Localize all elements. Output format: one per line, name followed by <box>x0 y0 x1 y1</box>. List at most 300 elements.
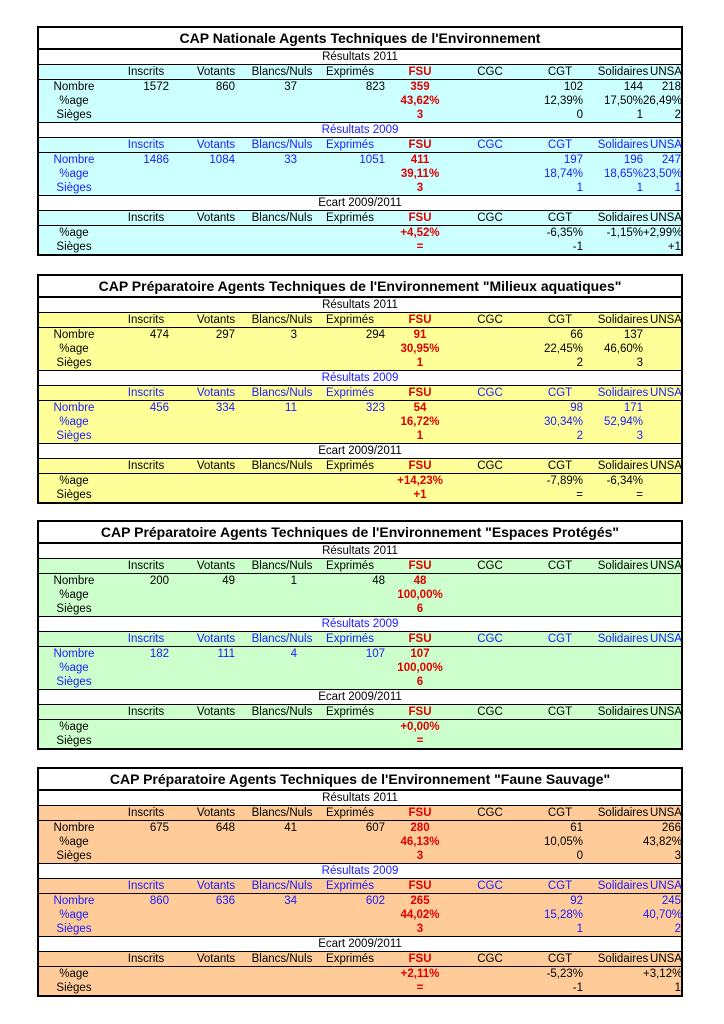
column-header-uns: UNSA <box>650 139 682 151</box>
data-row-sieges <box>39 356 681 371</box>
column-header-cgc: CGC <box>477 807 503 819</box>
row-label-sieges: Sièges <box>56 603 92 615</box>
column-header-ins: Inscrits <box>127 314 165 326</box>
value-uns <box>643 401 681 415</box>
row-label-pct: %age <box>59 475 89 487</box>
column-header-cgt: CGT <box>547 706 573 718</box>
value-fsu: 280 <box>410 822 430 834</box>
value-uns: 2 <box>674 923 681 935</box>
row-label-nombre: Nombre <box>53 648 95 660</box>
value-vot: 49 <box>222 575 235 587</box>
column-header-cgt: CGT <box>547 139 573 151</box>
column-header-fsu: FSU <box>408 460 432 472</box>
value-fsu: 30,95% <box>400 343 440 355</box>
column-header-exp: Exprimés <box>326 66 374 78</box>
column-header-vot: Votants <box>196 880 236 892</box>
value-sol <box>595 849 643 863</box>
column-header-row <box>39 559 681 574</box>
column-header-cgc: CGC <box>477 953 503 965</box>
data-row-pct <box>39 226 681 240</box>
column-header-cgc: CGC <box>477 212 503 224</box>
column-header-cgc: CGC <box>477 66 503 78</box>
value-bla: 1 <box>290 575 297 587</box>
row-label-pct: %age <box>59 95 89 107</box>
cap-table-title: CAP Préparatoire Agents Techniques de l'Environnement "Espaces Protégés" <box>39 522 681 544</box>
column-header-fsu: FSU <box>408 953 432 965</box>
data-row-pct <box>39 720 681 734</box>
column-header-cgc: CGC <box>477 880 503 892</box>
value-fsu: 107 <box>410 648 430 660</box>
value-sol: = <box>636 489 643 501</box>
value-fsu: = <box>416 982 424 994</box>
column-header-bla: Blancs/Nuls <box>251 139 313 151</box>
row-label-pct: %age <box>59 721 89 733</box>
column-header-cgc: CGC <box>477 460 503 472</box>
column-header-uns: UNSA <box>650 706 682 718</box>
value-cgt: 197 <box>563 154 583 166</box>
value-sol: 46,60% <box>603 343 643 355</box>
value-ins: 182 <box>149 648 169 660</box>
value-sol <box>595 981 643 995</box>
value-uns <box>643 328 681 342</box>
column-header-sol: Solidaires <box>597 387 649 399</box>
row-label-pct: %age <box>59 662 89 674</box>
value-exp: 823 <box>365 81 385 93</box>
cap-table-block <box>37 767 683 997</box>
cap-table-block <box>37 26 683 256</box>
section-heading: Résultats 2009 <box>39 123 681 138</box>
value-uns: +2,99% <box>643 227 683 239</box>
value-cgt <box>525 602 583 616</box>
value-sol <box>595 894 643 908</box>
column-header-cgc: CGC <box>477 706 503 718</box>
column-header-fsu: FSU <box>408 387 432 399</box>
row-label-pct: %age <box>59 416 89 428</box>
value-cgt: 10,05% <box>543 836 583 848</box>
value-bla: 41 <box>284 822 297 834</box>
column-header-exp: Exprimés <box>326 706 374 718</box>
value-ins: 1486 <box>143 154 169 166</box>
column-header-uns: UNSA <box>650 212 682 224</box>
value-exp: 1051 <box>359 154 385 166</box>
row-label-sieges: Sièges <box>56 489 92 501</box>
value-cgt: 0 <box>576 109 583 121</box>
value-sol <box>595 240 643 254</box>
value-exp: 107 <box>365 648 385 660</box>
row-label-nombre: Nombre <box>53 329 95 341</box>
column-header-ins: Inscrits <box>127 212 165 224</box>
value-fsu: 1 <box>416 357 424 369</box>
column-header-sol: Solidaires <box>597 66 649 78</box>
value-cgt: -7,89% <box>546 475 583 487</box>
value-sol <box>595 574 643 588</box>
column-header-sol: Solidaires <box>597 314 649 326</box>
column-header-uns: UNSA <box>650 953 682 965</box>
section-heading: Ecart 2009/2011 <box>39 937 681 952</box>
value-uns: 247 <box>661 154 681 166</box>
value-vot: 334 <box>215 402 235 414</box>
column-header-row <box>39 632 681 647</box>
value-uns: 3 <box>674 850 681 862</box>
data-row-sieges <box>39 675 681 690</box>
column-header-row <box>39 879 681 894</box>
value-uns <box>643 415 681 429</box>
column-header-bla: Blancs/Nuls <box>251 66 313 78</box>
column-header-cgt: CGT <box>547 460 573 472</box>
column-header-sol: Solidaires <box>597 560 649 572</box>
value-fsu: +1 <box>413 489 427 501</box>
row-label-sieges: Sièges <box>56 923 92 935</box>
column-header-sol: Solidaires <box>597 807 649 819</box>
cap-table-block <box>37 274 683 504</box>
column-header-ins: Inscrits <box>127 139 165 151</box>
row-label-pct: %age <box>59 227 89 239</box>
column-header-uns: UNSA <box>650 560 682 572</box>
column-header-uns: UNSA <box>650 66 682 78</box>
data-row-pct <box>39 835 681 849</box>
value-fsu: 6 <box>416 603 424 615</box>
data-row-pct <box>39 474 681 488</box>
value-cgt <box>525 675 583 689</box>
column-header-exp: Exprimés <box>326 807 374 819</box>
column-header-vot: Votants <box>196 460 236 472</box>
value-uns: +3,12% <box>643 968 683 980</box>
column-header-vot: Votants <box>196 314 236 326</box>
row-label-sieges: Sièges <box>56 430 92 442</box>
value-cgt: -1 <box>572 982 583 994</box>
row-label-pct: %age <box>59 836 89 848</box>
row-label-nombre: Nombre <box>53 575 95 587</box>
value-sol <box>595 647 643 661</box>
cap-table-title: CAP Nationale Agents Techniques de l'Environnement <box>39 28 681 50</box>
value-uns <box>643 675 681 689</box>
value-cgt <box>525 661 583 675</box>
value-sol: 196 <box>623 154 643 166</box>
column-header-fsu: FSU <box>408 706 432 718</box>
value-cgt: = <box>576 489 583 501</box>
column-header-exp: Exprimés <box>326 953 374 965</box>
value-fsu: = <box>416 241 424 253</box>
row-label-pct: %age <box>59 168 89 180</box>
value-ins: 675 <box>149 822 169 834</box>
column-header-sol: Solidaires <box>597 953 649 965</box>
column-header-bla: Blancs/Nuls <box>251 314 313 326</box>
section-heading: Résultats 2009 <box>39 864 681 879</box>
value-fsu: 100,00% <box>397 662 443 674</box>
value-vot: 636 <box>215 895 235 907</box>
value-uns: 1 <box>674 182 681 194</box>
value-fsu: 6 <box>416 676 424 688</box>
value-cgt: 66 <box>570 329 583 341</box>
value-sol: 137 <box>623 329 643 341</box>
section-heading: Ecart 2009/2011 <box>39 690 681 705</box>
value-sol: 3 <box>636 357 643 369</box>
column-header-cgc: CGC <box>477 139 503 151</box>
column-header-vot: Votants <box>196 807 236 819</box>
value-sol <box>595 821 643 835</box>
value-fsu: 3 <box>416 923 424 935</box>
row-label-sieges: Sièges <box>56 357 92 369</box>
row-label-pct: %age <box>59 968 89 980</box>
value-uns <box>643 574 681 588</box>
value-sol <box>595 661 643 675</box>
value-sol <box>595 734 643 748</box>
value-uns <box>643 661 681 675</box>
value-cgt: 12,39% <box>543 95 583 107</box>
value-fsu: 46,13% <box>400 836 440 848</box>
value-cgt: 1 <box>576 923 583 935</box>
column-header-exp: Exprimés <box>326 880 374 892</box>
row-label-pct: %age <box>59 589 89 601</box>
value-fsu: 3 <box>416 182 424 194</box>
value-uns <box>643 734 681 748</box>
value-bla: 34 <box>284 895 297 907</box>
value-ins: 474 <box>149 329 169 341</box>
value-cgt: 18,74% <box>543 168 583 180</box>
value-uns: 43,82% <box>643 836 683 848</box>
value-fsu: 3 <box>416 109 424 121</box>
value-cgt: 15,28% <box>543 909 583 921</box>
value-uns: +1 <box>667 241 681 253</box>
column-header-uns: UNSA <box>650 387 682 399</box>
column-header-ins: Inscrits <box>127 633 165 645</box>
data-row-sieges <box>39 240 681 254</box>
column-header-sol: Solidaires <box>597 460 649 472</box>
row-label-sieges: Sièges <box>56 850 92 862</box>
column-header-sol: Solidaires <box>597 139 649 151</box>
data-row-pct <box>39 661 681 675</box>
value-cgt: 22,45% <box>543 343 583 355</box>
data-row-nombre <box>39 328 681 342</box>
column-header-ins: Inscrits <box>127 880 165 892</box>
value-bla: 33 <box>284 154 297 166</box>
row-label-nombre: Nombre <box>53 895 95 907</box>
column-header-exp: Exprimés <box>326 139 374 151</box>
column-header-row <box>39 211 681 226</box>
value-sol <box>595 908 643 922</box>
value-bla: 11 <box>285 402 297 414</box>
section-heading: Résultats 2009 <box>39 617 681 632</box>
column-header-row <box>39 386 681 401</box>
row-label-pct: %age <box>59 343 89 355</box>
value-sol: 1 <box>636 182 643 194</box>
column-header-cgt: CGT <box>547 807 573 819</box>
value-sol <box>595 602 643 616</box>
value-uns: 40,70% <box>643 909 683 921</box>
row-label-sieges: Sièges <box>56 182 92 194</box>
value-sol <box>595 835 643 849</box>
value-sol: 1 <box>636 109 643 121</box>
column-header-fsu: FSU <box>408 633 432 645</box>
column-header-exp: Exprimés <box>326 314 374 326</box>
data-row-sieges <box>39 181 681 196</box>
value-ins: 860 <box>149 895 169 907</box>
column-header-sol: Solidaires <box>597 633 649 645</box>
value-cgt: 2 <box>576 357 583 369</box>
value-fsu: +4,52% <box>400 227 440 239</box>
value-uns <box>643 720 681 734</box>
value-exp: 607 <box>365 822 385 834</box>
column-header-cgc: CGC <box>477 314 503 326</box>
value-uns <box>643 647 681 661</box>
column-header-vot: Votants <box>196 66 236 78</box>
column-header-cgc: CGC <box>477 560 503 572</box>
value-sol <box>595 588 643 602</box>
value-cgt: 102 <box>563 81 583 93</box>
value-uns: 26,49% <box>643 95 683 107</box>
column-header-ins: Inscrits <box>127 706 165 718</box>
column-header-fsu: FSU <box>408 314 432 326</box>
column-header-bla: Blancs/Nuls <box>251 560 313 572</box>
column-header-vot: Votants <box>196 139 236 151</box>
value-uns: 266 <box>661 822 681 834</box>
row-label-sieges: Sièges <box>56 241 92 253</box>
data-row-sieges <box>39 429 681 444</box>
column-header-exp: Exprimés <box>326 212 374 224</box>
value-ins: 1572 <box>143 81 169 93</box>
data-row-nombre <box>39 574 681 588</box>
data-row-pct <box>39 588 681 602</box>
value-ins: 200 <box>149 575 169 587</box>
value-vot: 111 <box>217 648 235 660</box>
data-row-nombre <box>39 821 681 835</box>
column-header-row <box>39 459 681 474</box>
column-header-bla: Blancs/Nuls <box>251 706 313 718</box>
column-header-bla: Blancs/Nuls <box>251 953 313 965</box>
value-cgt <box>525 734 583 748</box>
value-uns <box>643 356 681 370</box>
column-header-exp: Exprimés <box>326 460 374 472</box>
data-row-pct <box>39 415 681 429</box>
value-cgt: 98 <box>570 402 583 414</box>
column-header-row <box>39 65 681 80</box>
value-vot: 1084 <box>209 154 235 166</box>
value-fsu: 1 <box>416 430 424 442</box>
value-cgt: 92 <box>570 895 583 907</box>
data-row-nombre <box>39 153 681 167</box>
column-header-row <box>39 806 681 821</box>
value-sol: 18,65% <box>603 168 643 180</box>
value-sol: 171 <box>623 402 643 414</box>
value-sol <box>595 675 643 689</box>
data-row-pct <box>39 342 681 356</box>
value-fsu: 44,02% <box>400 909 440 921</box>
cap-table-title: CAP Préparatoire Agents Techniques de l'Environnement "Faune Sauvage" <box>39 769 681 791</box>
value-fsu: +2,11% <box>400 968 440 980</box>
column-header-ins: Inscrits <box>127 953 165 965</box>
data-row-sieges <box>39 849 681 864</box>
data-row-sieges <box>39 981 681 995</box>
column-header-uns: UNSA <box>650 807 682 819</box>
value-sol: 17,50% <box>603 95 643 107</box>
column-header-vot: Votants <box>196 706 236 718</box>
section-heading: Résultats 2011 <box>39 298 681 313</box>
value-bla: 3 <box>290 329 297 341</box>
value-cgt <box>525 720 583 734</box>
value-uns <box>643 429 681 443</box>
value-cgt: 30,34% <box>543 416 583 428</box>
data-row-nombre <box>39 80 681 94</box>
column-header-uns: UNSA <box>650 460 682 472</box>
value-sol <box>595 720 643 734</box>
column-header-sol: Solidaires <box>597 880 649 892</box>
value-cgt: 0 <box>576 850 583 862</box>
column-header-bla: Blancs/Nuls <box>251 807 313 819</box>
value-bla: 37 <box>284 81 297 93</box>
value-cgt: 61 <box>570 822 583 834</box>
data-row-nombre <box>39 894 681 908</box>
column-header-cgt: CGT <box>547 212 573 224</box>
column-header-row <box>39 138 681 153</box>
value-uns: 218 <box>661 81 681 93</box>
value-fsu: 91 <box>413 329 427 341</box>
value-exp: 602 <box>365 895 385 907</box>
data-row-sieges <box>39 602 681 617</box>
value-vot: 297 <box>215 329 235 341</box>
column-header-ins: Inscrits <box>127 387 165 399</box>
value-vot: 648 <box>215 822 235 834</box>
value-uns <box>643 602 681 616</box>
value-sol: 3 <box>636 430 643 442</box>
column-header-uns: UNSA <box>650 633 682 645</box>
value-sol: 144 <box>623 81 643 93</box>
value-fsu: 43,62% <box>400 95 440 107</box>
column-header-cgt: CGT <box>547 633 573 645</box>
value-fsu: 54 <box>413 402 427 414</box>
row-label-nombre: Nombre <box>53 402 95 414</box>
row-label-sieges: Sièges <box>56 676 92 688</box>
value-fsu: 16,72% <box>400 416 440 428</box>
column-header-ins: Inscrits <box>127 66 165 78</box>
section-heading: Ecart 2009/2011 <box>39 196 681 211</box>
row-label-nombre: Nombre <box>53 154 95 166</box>
column-header-vot: Votants <box>196 560 236 572</box>
value-uns: 23,50% <box>643 168 683 180</box>
column-header-ins: Inscrits <box>127 807 165 819</box>
column-header-fsu: FSU <box>408 66 432 78</box>
value-exp: 294 <box>365 329 385 341</box>
data-row-sieges <box>39 488 681 502</box>
row-label-sieges: Sièges <box>56 982 92 994</box>
row-label-sieges: Sièges <box>56 109 92 121</box>
column-header-exp: Exprimés <box>326 560 374 572</box>
value-sol: -1,15% <box>606 227 643 239</box>
data-row-sieges <box>39 734 681 748</box>
value-uns <box>643 588 681 602</box>
value-vot: 860 <box>215 81 235 93</box>
data-row-pct <box>39 167 681 181</box>
value-fsu: 411 <box>410 154 430 166</box>
column-header-fsu: FSU <box>408 807 432 819</box>
value-fsu: +14,23% <box>397 475 443 487</box>
column-header-sol: Solidaires <box>597 706 649 718</box>
value-sol <box>595 922 643 936</box>
column-header-sol: Solidaires <box>597 212 649 224</box>
value-cgt <box>525 588 583 602</box>
column-header-fsu: FSU <box>408 560 432 572</box>
value-fsu: 100,00% <box>397 589 443 601</box>
column-header-vot: Votants <box>196 387 236 399</box>
value-uns <box>643 342 681 356</box>
value-uns <box>643 488 681 502</box>
column-header-bla: Blancs/Nuls <box>251 880 313 892</box>
value-exp: 48 <box>372 575 385 587</box>
value-sol: 52,94% <box>603 416 643 428</box>
data-row-pct <box>39 908 681 922</box>
value-uns: 1 <box>674 982 681 994</box>
value-uns: 2 <box>674 109 681 121</box>
cap-table-title: CAP Préparatoire Agents Techniques de l'Environnement "Milieux aquatiques" <box>39 276 681 298</box>
